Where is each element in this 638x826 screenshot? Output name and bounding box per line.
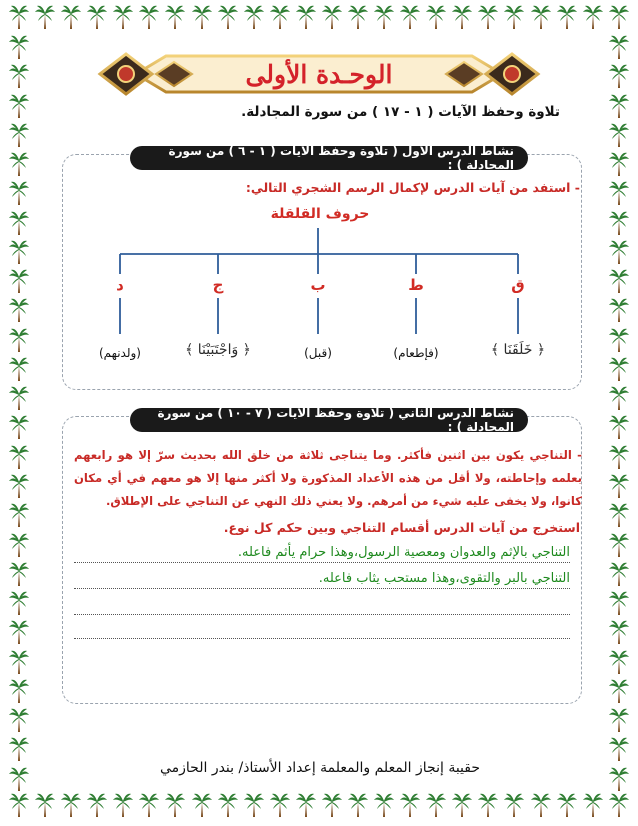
tree-word-jeem: ﴿ وَاجْتَبَيْنَا ﴾ (185, 342, 251, 358)
answer-line (74, 562, 570, 563)
activity2-header: نشاط الدرس الثاني ( تلاوة وحفظ الآيات ( ٧ - ١٠ ) من سورة المجادلة ) : (130, 408, 528, 432)
intro-line: تلاوة وحفظ الآيات ( ١ - ١٧ ) من سورة المجادلة. (241, 104, 560, 120)
lesson2-paragraph: - التناجي يكون بين اثنين فأكثر. وما يتناجى ثلاثة من خلق الله بحديث سرّ إلا هو رابعهم بعلمه وإحاطته، ولا أقل من هذه الأعداد المذكورة ولا أكثر منها إلا هو معهم في أي مكان كانوا، ولا يخفى عليه شيء من أمرهم. ولا يعني ذلك النهي عن التناجي على الإطلاق. (74, 448, 582, 508)
tree-letter-taa: ط (408, 276, 424, 294)
answer-line (74, 638, 570, 639)
page-footer: حقيبة إنجاز المعلم والمعلمة إعداد الأستاذ/ بندر الحازمي (159, 760, 481, 776)
tree-word-taa: (فإطعام) (393, 346, 439, 360)
answer-1: التناجي بالإثم والعدوان ومعصية الرسول،وهذا حرام يأثم فاعله. (237, 545, 570, 560)
tree-letter-baa: ب (310, 276, 326, 294)
activity1-header: نشاط الدرس الأول ( تلاوة وحفظ الآيات ( ١ - ٦ ) من سورة المجادلة ) : (130, 146, 528, 170)
answer-line (74, 614, 570, 615)
extract-prompt: استخرج من آيات الدرس أقسام التناجي وبين حكم كل نوع. (223, 520, 580, 535)
tree-word-dal: (ولدنهم) (99, 346, 141, 360)
activity1-instruction: - استفد من آيات الدرس لإكمال الرسم الشجري التالي: (245, 180, 580, 195)
answer-line (74, 588, 570, 589)
tree-letter-dal: د (116, 276, 124, 294)
tree-word-qaf: ﴿ خَلَقَنَا ﴾ (490, 342, 546, 358)
tree-letter-qaf: ق (511, 276, 525, 294)
unit-title: الوحـدة الأولى (245, 59, 393, 89)
answer-2: التناجي بالبر والتقوى،وهذا مستحب يثاب فاعله. (318, 571, 570, 586)
tree-word-baa: (قبل) (304, 346, 332, 360)
tree-letter-jeem: ج (212, 276, 224, 294)
tree-title: حروف القلقلة (270, 206, 370, 222)
